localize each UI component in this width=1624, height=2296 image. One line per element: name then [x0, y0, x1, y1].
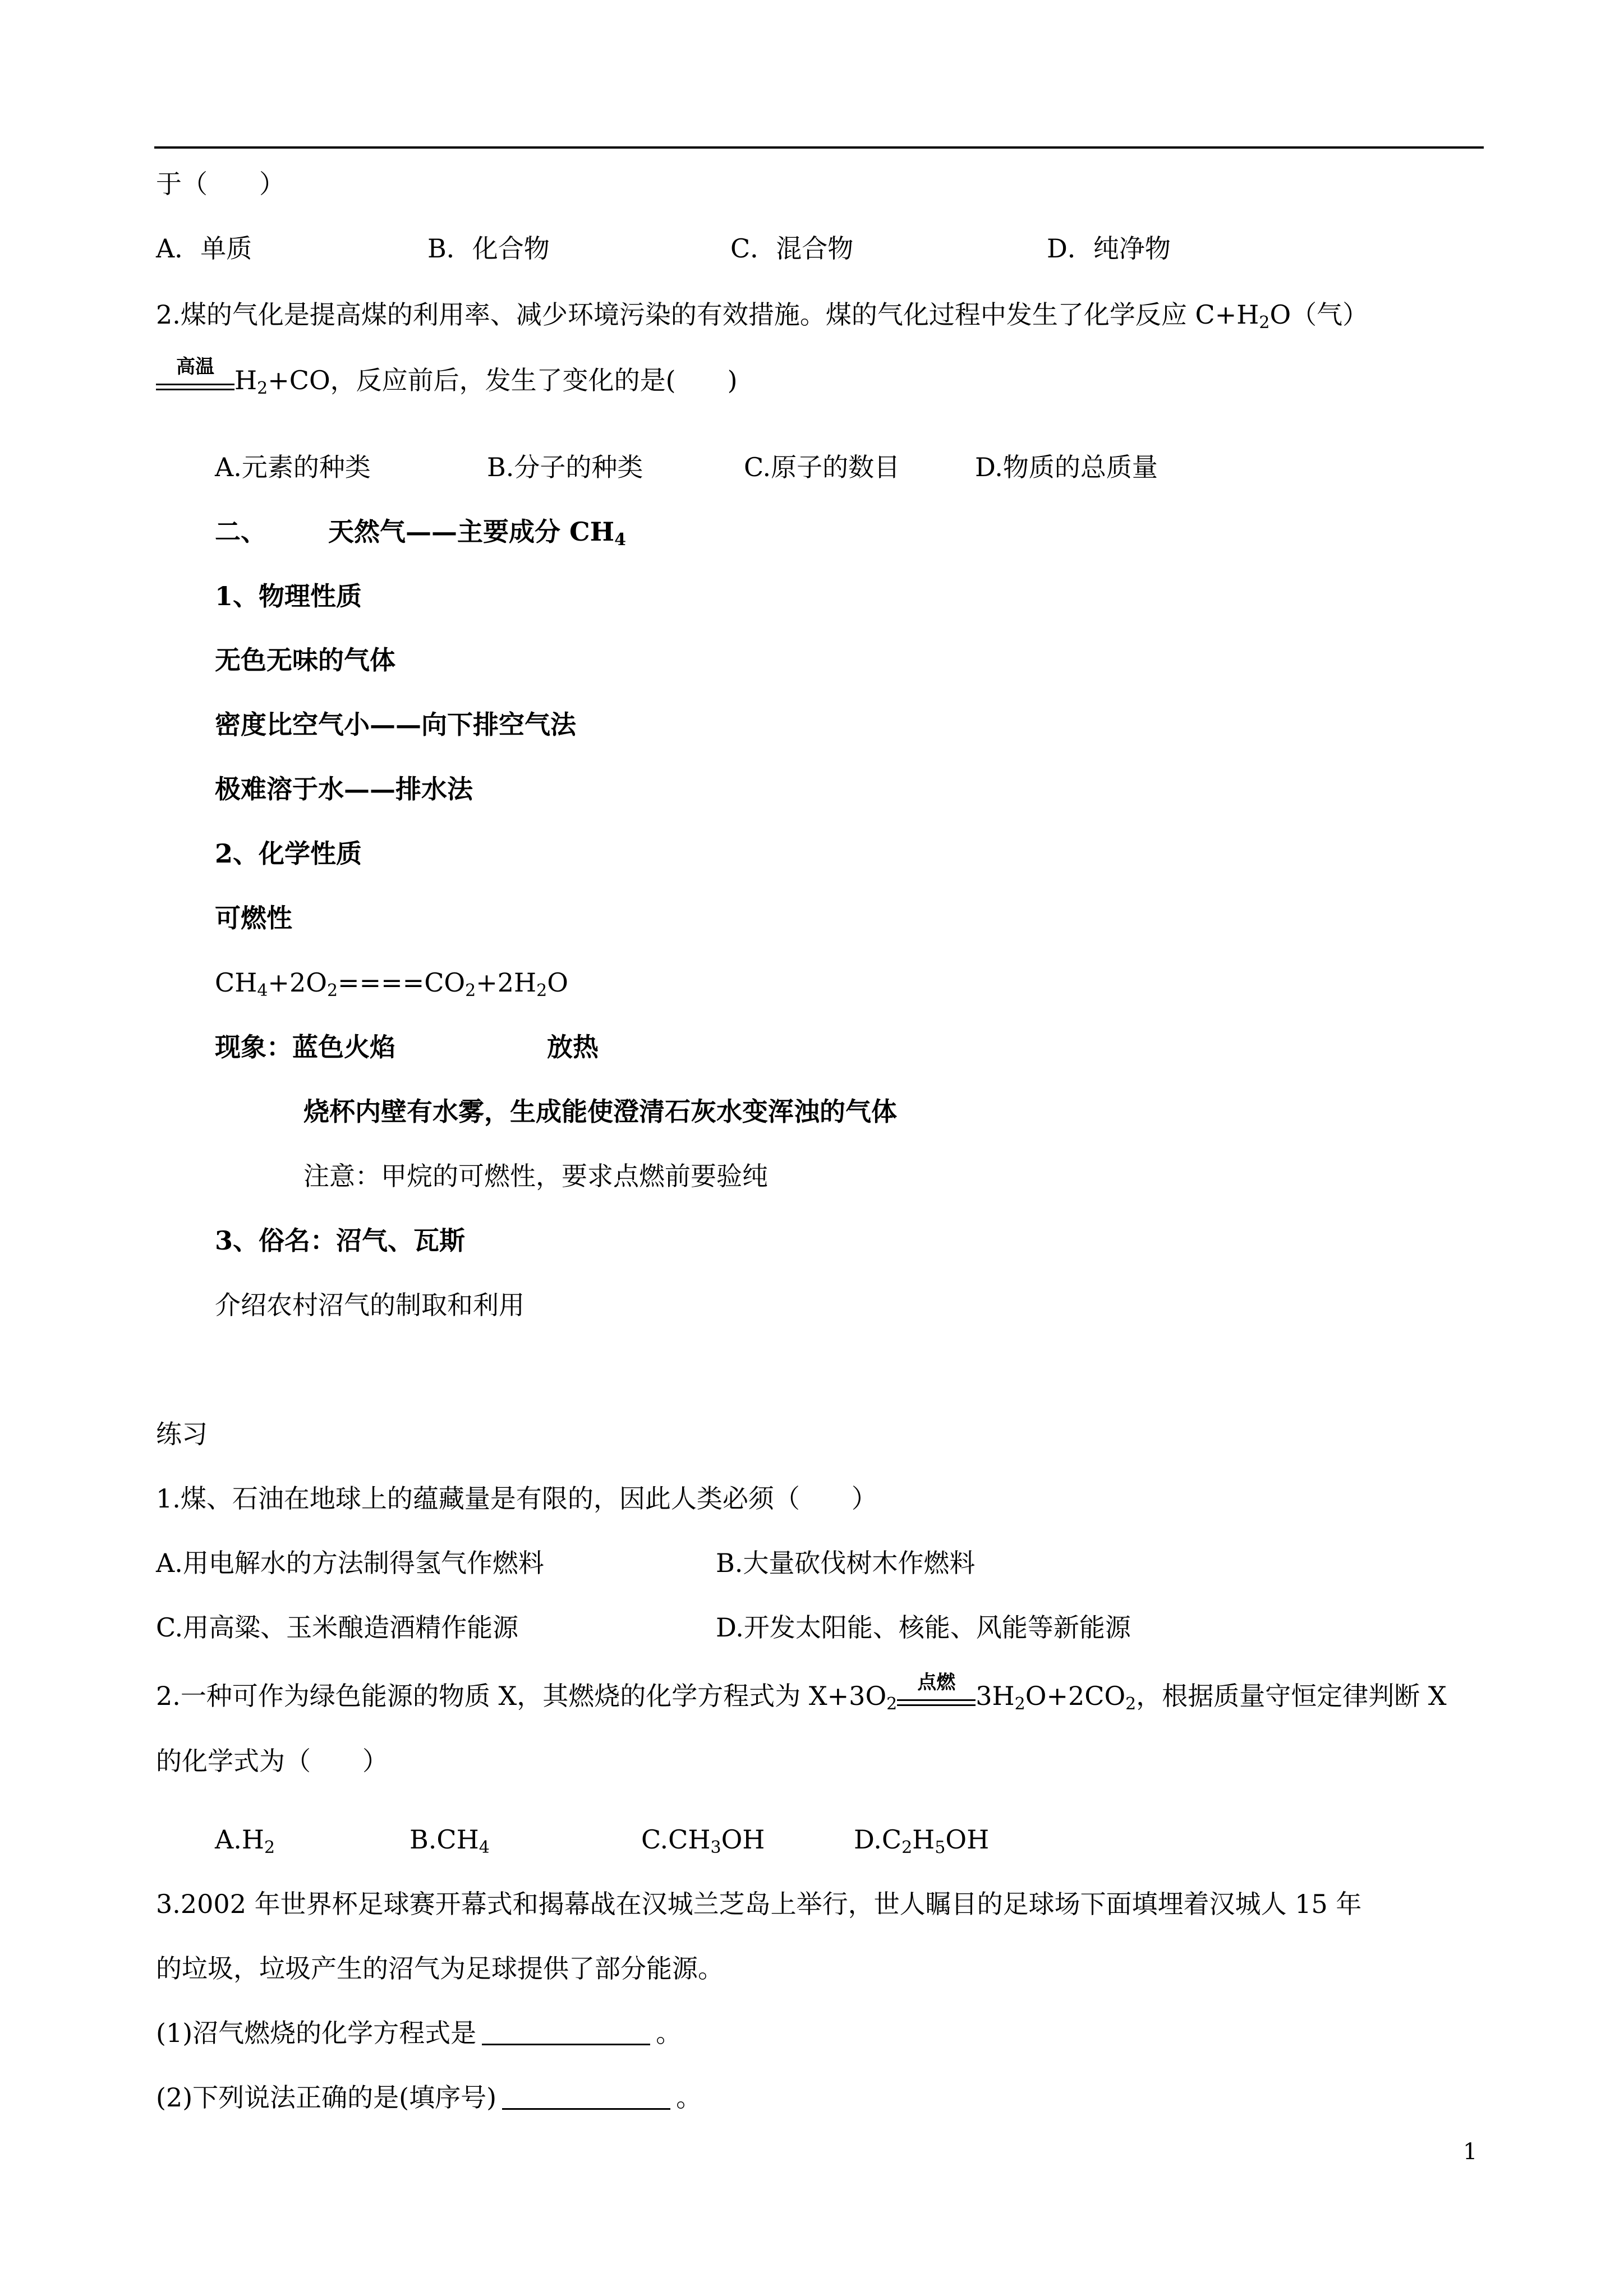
intro-text: 介绍农村沼气的制取和利用 — [215, 1290, 525, 1320]
answer-blank[interactable] — [482, 2019, 650, 2045]
chemical-title: 2、化学性质 — [215, 838, 362, 869]
ex2-choice-a[interactable]: $A.H_2$ — [215, 1824, 275, 1857]
ex3-question-1: (1)沼气燃烧的化学方程式是 。 — [156, 2018, 682, 2048]
combustible-label: 可燃性 — [215, 903, 292, 933]
methane-equation: $CH_4+2O_2====CO_2+2H_2O$ — [215, 967, 568, 1001]
physical-item: 极难溶于水——排水法 — [215, 774, 473, 804]
ex3-question-2: (2)下列说法正确的是(填序号) 。 — [156, 2082, 702, 2113]
ex2-text-line2: 的化学式为（ ） — [156, 1746, 388, 1776]
ex2-choice-b[interactable]: $B.CH_4$ — [410, 1824, 490, 1857]
physical-title: 1、物理性质 — [215, 581, 362, 611]
reaction-arrow: 高温 — [156, 363, 234, 397]
ex3-text-line1: 3.2002 年世界杯足球赛开幕式和揭幕战在汉城兰芝岛上举行，世人瞩目的足球场下面填埋着汉城人 15 年 — [156, 1889, 1362, 1919]
ex1-choice-b[interactable]: B.大量砍伐树木作燃料 — [716, 1548, 976, 1578]
reaction-arrow: 点燃 — [897, 1679, 976, 1713]
q2-equation: 高温 $H_2+CO$，反应前后，发生了变化的是( ) — [156, 363, 738, 397]
q1-choice-c[interactable]: C．混合物 — [730, 233, 854, 264]
exercise-title: 练习 — [156, 1419, 208, 1449]
question-fragment: 于（ ） — [156, 169, 285, 199]
q2-choice-c[interactable]: C.原子的数目 — [744, 452, 900, 482]
ex2-choice-d[interactable]: $D.C_2H_5OH$ — [854, 1824, 990, 1857]
answer-blank[interactable] — [502, 2083, 670, 2110]
physical-item: 密度比空气小——向下排空气法 — [215, 709, 576, 740]
page-number: 1 — [1463, 2139, 1478, 2165]
q2-choice-d[interactable]: D.物质的总质量 — [975, 452, 1158, 482]
q2-choice-a[interactable]: A.元素的种类 — [215, 452, 371, 482]
q1-choice-a[interactable]: A．单质 — [156, 233, 252, 264]
ex1-choice-a[interactable]: A.用电解水的方法制得氢气作燃料 — [156, 1548, 544, 1578]
q2-text: 2.煤的气化是提高煤的利用率、减少环境污染的有效措施。煤的气化过程中发生了化学反应 $C+H_2O$（气） — [156, 299, 1369, 333]
ex3-text-line2: 的垃圾，垃圾产生的沼气为足球提供了部分能源。 — [156, 1953, 724, 1984]
ex1-choice-d[interactable]: D.开发太阳能、核能、风能等新能源 — [716, 1612, 1131, 1643]
phenomenon-detail: 烧杯内壁有水雾，生成能使澄清石灰水变浑浊的气体 — [303, 1096, 897, 1127]
common-name: 3、俗名：沼气、瓦斯 — [215, 1225, 466, 1256]
q2-choice-b[interactable]: B.分子的种类 — [487, 452, 643, 482]
physical-item: 无色无味的气体 — [215, 645, 395, 675]
header-rule — [154, 146, 1484, 149]
q1-choice-b[interactable]: B．化合物 — [427, 233, 550, 264]
q1-choice-d[interactable]: D．纯净物 — [1047, 233, 1171, 264]
ex1-choice-c[interactable]: C.用高粱、玉米酿造酒精作能源 — [156, 1612, 519, 1643]
ex2-text: 2.一种可作为绿色能源的物质 X，其燃烧的化学方程式为 $X+3O_2$ 点燃 $3H_2O+2CO_2$，根据质量守恒定律判断 X — [156, 1671, 1447, 1714]
note: 注意：甲烷的可燃性，要求点燃前要验纯 — [303, 1161, 768, 1191]
ex1-text: 1.煤、石油在地球上的蕴藏量是有限的，因此人类必须（ ） — [156, 1483, 877, 1514]
ex2-choice-c[interactable]: $C.CH_3OH$ — [641, 1824, 765, 1857]
